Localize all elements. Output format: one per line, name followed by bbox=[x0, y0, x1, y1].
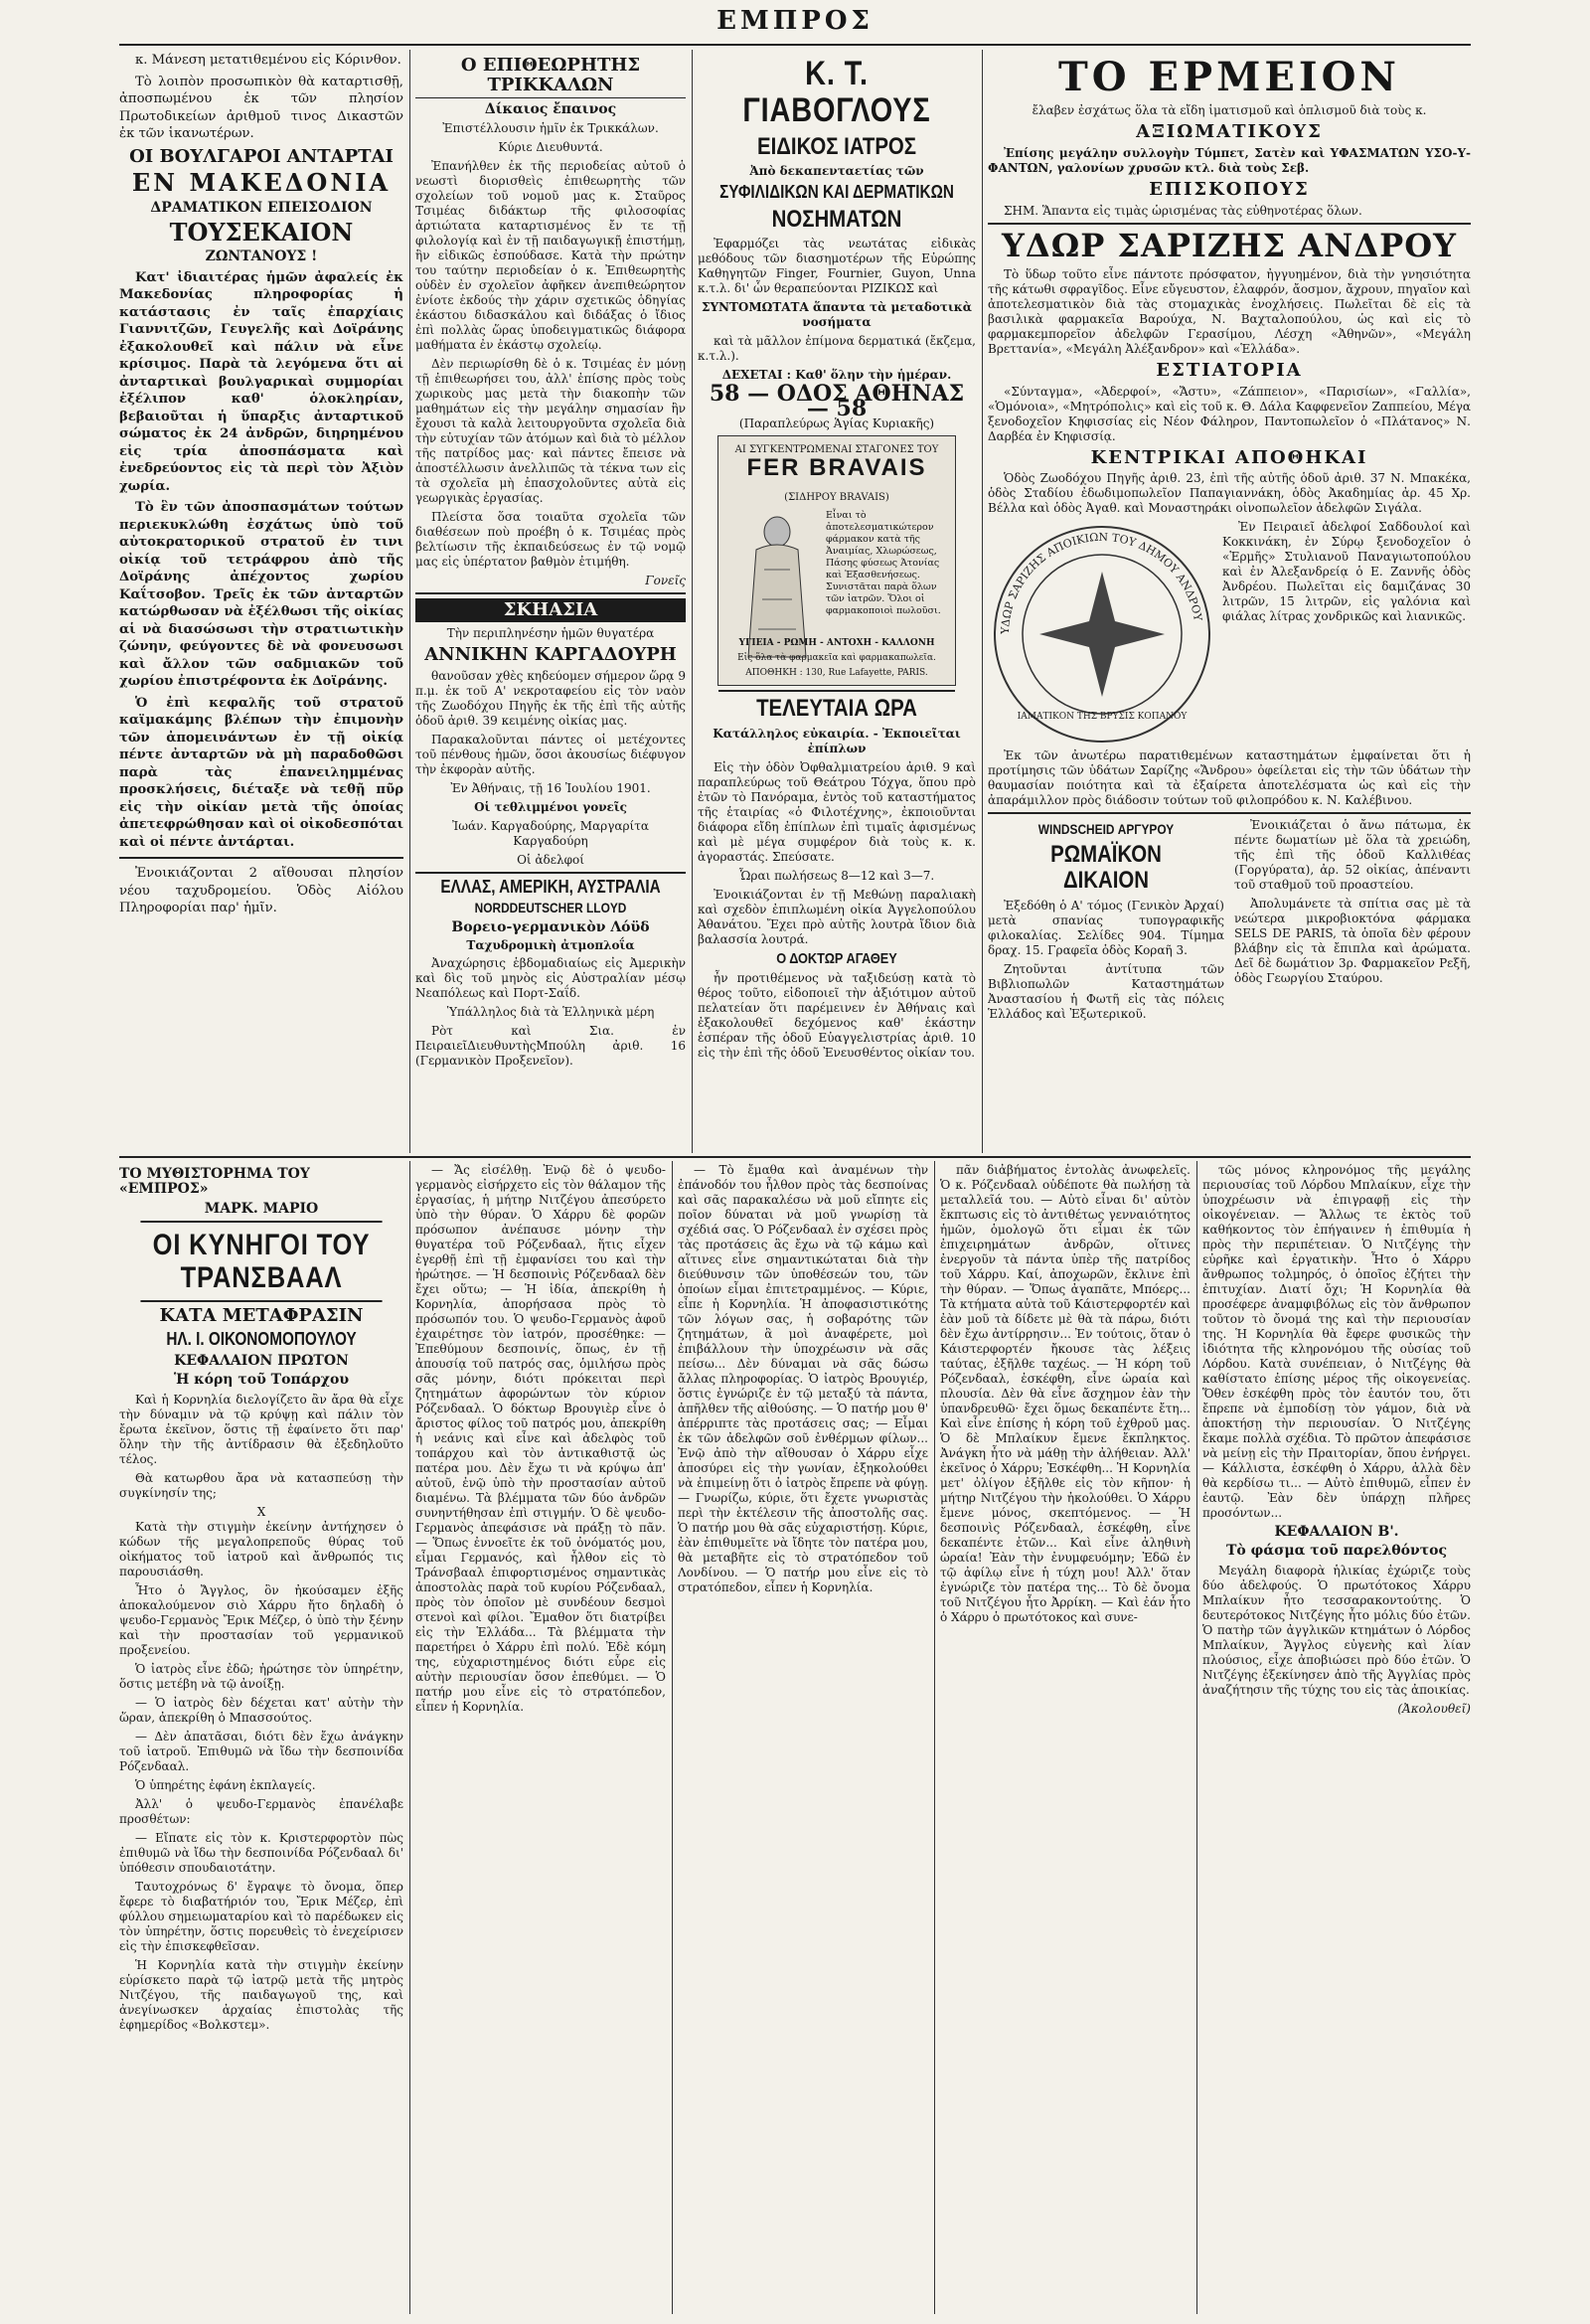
signature: Γονεῖς bbox=[645, 573, 686, 587]
paragraph: Μεγάλη διαφορὰ ἡλικίας ἐχώριζε τοὺς δύο ἀδελφούς. Ὁ πρωτότοκος Χάρρυ Μπλαίκυν ἦτο τεσσαρακοντούτης. Ὁ δευτερότοκος Νιτζέγης ἦτο μόλις δύο ἐτῶν. Ὁ πατὴρ τῶν ἀγγλικῶν κτημάτων ὁ Λόρδος Μπλαίκυν, Ἄγγλος εὐγενὴς καὶ λίαν πλούσιος, εἶχε ἀποβιώσει πρὸ δύο ἐτῶν. Ὁ Νιτζέγης ἐξεκίνησεν ἀπὸ τῆς Ἀγγλίας πρὸς ἀναζήτησιν τῆς τύχης του εἰς τὰς ἀποικίας. bbox=[1202, 1563, 1471, 1697]
paragraph: Ἦτο ὁ Ἄγγλος, ὃν ἠκούσαμεν ἐξῆς ἀποκαλούμενον σιὸ Χάρρυ ἤτο δηλαδὴ ὁ ψευδο-Γερμανὸς Ἔρικ Μέζερ, ὁ ὑπὸ τὴν ξένην καὶ τὴν προστασίαν τοῦ γερμανικοῦ προξενείου. bbox=[119, 1582, 403, 1657]
paragraph: Ὁδὸς Ζωοδόχου Πηγῆς ἀριθ. 23, ἐπὶ τῆς αὐτῆς ὁδοῦ ἀριθ. 37 Ν. Μπακέκα, ὁδὸς Σταδίου ἐδωδιμοπωλεῖον Παπαγιαννάκη, ὁδὸς Ἀκαδημίας ἀρ. 45 Χρ. Βέλλα καὶ ὁδὸς Ἀγαθ. καὶ Μοναστηράκι οἰνοπωλεῖον ἀδελφῶν Σιγάλα. bbox=[988, 471, 1471, 516]
section-mark: X bbox=[256, 1504, 266, 1519]
paragraph: Τὴν περιπληνέσην ἡμῶν θυγατέρα bbox=[446, 625, 655, 640]
paragraph: Τὸ λοιπὸν προσωπικὸν θὰ καταρτισθῇ, ἀποσπωμένου ἐκ τῶν πλησίον Πρωτοδικείων ἀριθμοῦ τινος Δικαστῶν ἐκ τῶν ἱκανωτέρων. bbox=[119, 74, 403, 141]
column-rule bbox=[692, 50, 693, 1153]
headline: Ο ΔΟΚΤΩΡ ΑΓΑΘΕΥ bbox=[776, 949, 897, 967]
paragraph: πᾶν διἀβήματος ἐντολὰς ἀνωφελεῖς. Ὁ κ. Ρόζενδααλ οὐδέποτε θὰ πωλήσῃ τὰ μεταλλεῖά του. — Αὐτὸ εἶναι δι' αὐτὸν ἔκπτωσις εἰς τὸ ἀντιθέτως γενναιότητος ἡμῶν, ὁμολογῶ ὅτι εἶμαι ἐκ τῶν ἐπιχειρημάτων ἀνδρῶν, οἵτινες ἐνεργοῦν τὰ πάντα ὑπὲρ τῆς πατρίδος τοῦ Χάρρυ. Καί, ἀποχωρῶν, ἔκλινε ἐπὶ τὴν θύραν. — Ὅπως ἀγαπᾶτε, Μπόερς... Τὰ κτήματα αὐτὰ τοῦ Κάιστερφορτέν καὶ ἐὰν μοῦ τὰ δίδετε μὲ θὰ τὰ πάρω, διότι δὲν ἔχω ἀντίρρησιν... Ἐν τούτοις, ὅταν ὁ Κάιστερφορτέν ἤκουσε τὰς λέξεις ταύτας, ἐξῆλθε ταχέως. — Ἡ κόρη τοῦ Ρόζενδααλ, ἐσκέφθη, εἶνε ὡραία καὶ πλουσία. Δὲν θὰ εἶνε ἄσχημον ἐὰν τὴν ὑπανδρευθῶ· ἔχει ὅμως δεκαπέντε ἔτη... Καὶ εἶνε ἐπίσης ἡ κόρη τοῦ ἐχθροῦ μας. Ὁ δὲ Μπλαίκυν ἔμενε ἔκπληκτος. Ἀνάγκη ἦτο νὰ μάθῃ τὴν ἀλήθειαν. Ἀλλ' ἐκεῖνος ὁ Χάρρυ; Ἐσκέφθη... Ἡ Κορνηλία μετ' ὀλίγον ἐξῆλθε εἰς τὸν κῆπον· ἡ μήτηρ Νιτζέγου τὴν ἠκολούθει. Ὁ Χάρρυ ἔμενε μόνος, σκεπτόμενος. — Ἡ δεσποινὶς Ρόζενδααλ, ἐσκέφθη, εἶνε δεκαπέντε ἐτῶν... Καὶ εἶνε ἀληθινὴ ὡραία! Ἐὰν τὴν ἐνυμφευόμην; Ἐδῶ ἐν τῷ ἀφίλῳ εἶνε ἡ τύχη μου! Ἀλλ' ὅταν ἐγνώριζε τὸν πατέρα της... Τὸ δὲ ὄνομα τοῦ Νιτζέγου ἦτο Ἀρρίκη. — Καὶ ἐάν ἦτο ὁ Χάρρυ ὁ πρωτότοκος καὶ συνε- bbox=[940, 1163, 1191, 1624]
divider bbox=[119, 857, 403, 859]
headline: ΤΕΛΕΥΤΑΙΑ ΩΡΑ bbox=[718, 690, 955, 722]
headline: Βορειο-γερμανικὸν Λόϋδ bbox=[451, 918, 650, 935]
continued-note: (Ἀκολουθεῖ) bbox=[1397, 1701, 1471, 1716]
paragraph: καὶ τὰ μᾶλλον ἐπίμονα δερματικά (ἔκζεμα, κ.τ.λ.). bbox=[698, 334, 976, 364]
paragraph: Ἐνοικιάζονται 2 αἴθουσαι πλησίον νέου ταχυδρομείου. Ὁδὸς Αἰόλου Πληροφορίαι παρ' ἡμῖν. bbox=[119, 866, 403, 916]
column-rule bbox=[409, 50, 410, 1153]
column-4 bbox=[988, 52, 1471, 1153]
address: 58 — ΟΔΟΣ ΑΘΗΝΑΣ — 58 bbox=[709, 381, 965, 422]
paragraph: Ὑπάλληλος διὰ τὰ Ἑλληνικὰ μέρη bbox=[446, 1005, 655, 1020]
headline: ΣΚΗΑΣΙΑ bbox=[415, 598, 686, 622]
headline: ΤΟΥΣΕΚΑΙΟΝ bbox=[169, 218, 354, 248]
headline: ΟΙ ΒΟΥΛΓΑΡΟΙ ΑΝΤΑΡΤΑΙ bbox=[129, 145, 394, 167]
column-2 bbox=[415, 52, 686, 1153]
advert-warning: ΥΓΙΕΙΑ - ΡΩΜΗ - ΑΝΤΟΧΗ - ΚΑΛΛΟΝΗ bbox=[738, 638, 935, 649]
serial-label: ΤΟ ΜΥΘΙΣΤΟΡΗΜΑ ΤΟΥ «ΕΜΠΡΟΣ» bbox=[119, 1166, 310, 1198]
paragraph: Ἐξεδόθη ὁ Α' τόμος (Γενικὸν Ἀρχαί) μετὰ σπανίας τυπογραφικῆς φιλοκαλίας. Σελίδες 904. Τίμημα δραχ. 15. Γραφεῖα ὁδὸς Κοραῆ 3. bbox=[988, 898, 1224, 957]
column-1 bbox=[119, 52, 403, 1153]
serial-column-5 bbox=[1202, 1163, 1471, 2316]
paragraph: — Ὁ ἰατρὸς δὲν δέχεται κατ' αὐτὴν τὴν ὥραν, ἀπεκρίθη ὁ Μπασσούτος. bbox=[119, 1695, 403, 1725]
paragraph: Καὶ ἡ Κορνηλία διελογίζετο ἂν ἄρα θὰ εἶχε τὴν δύναμιν νὰ τῷ κρύψῃ καὶ πάλιν τὸν ἔρωτα ἐκεῖνον, ὅστις τῇ ἐφαίνετο ὅτι παρ' ὅλην τὴν τῆς ἀντίδρασιν θὰ ἐξεδηλοῦτο τέλος. bbox=[119, 1392, 403, 1466]
paragraph: Ἀναχώρησις ἑβδομαδιαίως εἰς Ἀμερικὴν καὶ δὶς τοῦ μηνὸς εἰς Αὐστραλίαν μέσῳ Νεαπόλεως καὶ Πορτ-Σαΐδ. bbox=[415, 956, 686, 1001]
paragraph: Πλείστα ὅσα τοιαῦτα σχολεῖα τῶν διαθέσεων ποὺ προέβη ὁ κ. Τσιμέας πρὸς βελτίωσιν τῆς ἐκπαιδεύσεως ἐν τῷ νομῷ μας εἰς ὑπέρτατον βαθμὸν ἐτιμήθη. bbox=[415, 509, 686, 569]
headline: ΥΔΩΡ ΣΑΡΙΖΗΣ ΑΝΔΡΟΥ bbox=[988, 223, 1471, 263]
serial-column-1 bbox=[119, 1163, 403, 2316]
bottom-ads bbox=[988, 812, 1471, 1025]
top-rule bbox=[119, 44, 1471, 46]
paragraph: (Παραπλεύρως Ἁγίας Κυριακῆς) bbox=[738, 416, 935, 431]
headline: ΑΞΙΩΜΑΤΙΚΟΥΣ bbox=[1136, 121, 1323, 142]
paragraph: ἔλαβεν ἐσχάτως ὅλα τὰ εἴδη ἱματισμοῦ καὶ ὁπλισμοῦ διὰ τοὺς κ. bbox=[1032, 103, 1427, 117]
paragraph: ΣΗΜ. Ἅπαντα εἰς τιμὰς ὡρισμένας τὰς εὐθηνοτέρας ὅλων. bbox=[1004, 203, 1362, 218]
paragraph: Κατάλληλος εὐκαιρία. - Ἐκποιεῖται ἐπίπλων bbox=[713, 726, 961, 755]
headline: ΕΙΔΙΚΟΣ ΙΑΤΡΟΣ bbox=[756, 132, 917, 160]
paragraph: — Εἴπατε εἰς τὸν κ. Κριστερφορτὸν πὼς ἐπιθυμῶ νὰ ἴδω τὴν δεσποινίδα Ρόζενδααλ δι' ὑπόθεσιν σπουδαιοτάτην. bbox=[119, 1830, 403, 1875]
paragraph: Ζητοῦνται ἀντίτυπα τῶν Βιβλιοπωλῶν Καταστημάτων Ἀναστασίου ἡ Φωτῆ εἰς τὰς πόλεις Ἑλλάδος καὶ Ἐξωτερικοῦ. bbox=[988, 961, 1224, 1021]
paragraph: Θὰ κατωρθου ἄρα νὰ κατασπεύσῃ τὴν συγκίνησίν της; bbox=[119, 1470, 403, 1500]
headline: ΡΩΜΑΪΚΟΝ ΔΙΚΑΙΟΝ bbox=[1050, 840, 1162, 895]
paragraph: Ἐπιστέλλουσιν ἡμῖν ἐκ Τρικκάλων. bbox=[442, 120, 659, 135]
advert-footer bbox=[724, 636, 949, 681]
paragraph: Οἱ τεθλιμμένοι γονεῖς bbox=[474, 799, 627, 814]
paragraph: Ὁ ἰατρὸς εἶνε ἐδῶ; ἠρώτησε τὸν ὑπηρέτην, ὅστις μετέβη νὰ τῷ ἀνοίξῃ. bbox=[119, 1661, 403, 1691]
paragraph: Κατ' ἰδιαιτέρας ἡμῶν ἀφαλείς ἐκ Μακεδονίας πληροφορίας ἡ κατάστασις ἐν ταῖς ἐπαρχίαις Γιαννιτζῶν, Γευγελῆς καὶ Δοϊράνης ἐξακολουθεῖ καὶ πάλιν νὰ εἶνε κρίσιμος. Παρὰ τὰ λεγόμενα ὅτι αἱ ἀνταρτικαὶ βουλγαρικαὶ συμμορίαι ἐξέλιπον καθ' ὁλοκληρίαν, βεβαιοῦται ἡ ὕπαρξις ἀνταρτικοῦ σώματος ἐκ 24 ἀνδρῶν, διηρημένου εἰς τρία ἀποσπάσματα καὶ ἐνεδρεύοντος εἰς τὰ περὶ τὸν Ἀξιὸν χωρία. bbox=[119, 269, 403, 494]
paragraph: Ἐνοικιάζονται ἐν τῇ Μεθώνῃ παραλιακὴ καὶ σχεδὸν ἐπιπλωμένη οἰκία Ἀγγελοπούλου Ἀθανάτου. Ἔχει πρὸ αὐτῆς λουτρὰ ἴδιον διὰ βαλασσία λουτρά. bbox=[698, 887, 976, 946]
headline: ΖΩΝΤΑΝΟΥΣ ! bbox=[205, 249, 318, 265]
paragraph: Ἐνοικιάζεται ὁ ἄνω πάτωμα, ἐκ πέντε δωματίων μὲ ὅλα τὰ χρειώδη, τῆς ἐπὶ τῆς ὁδοῦ Καλλιθέας (Γοργύρατα), ἀρ. 52 οἰκίας, ἀπέναντι τοῦ σταθμοῦ τοῦ προαστείου. bbox=[1234, 818, 1471, 893]
headline: ΑΝΝΙΚΗΝ ΚΑΡΓΑΔΟΥΡΗ bbox=[424, 643, 677, 665]
paragraph: — Τὸ ἔμαθα καὶ ἀναμένων τὴν ἐπάνοδόν του ἦλθον πρὸς τὰς δεσποίνας καὶ σᾶς παρακαλέσω νὰ μοῦ εἴπητε εἰς ποῖον δύναται νὰ μοῦ γνωρίσῃ τὰ σχέδιά σας. Ὁ Ρόζενδααλ ἐν σχέσει πρὸς τὰς προτάσεις ἃς ἔχω νὰ τῷ κάμω καὶ αἵτινες εἶνε σημαντικώταται διὰ τὴν διεύθυνσιν τῶν ὑποθέσεών του, τῶν ὁποίων εἶμαι ἐπιτετραμμένος. — Κύριε, εἶπε ἡ Κορνηλία. Ἡ ἀποφασιστικότης τῶν λόγων σας, ἡ σοβαρότης τῶν ζητημάτων, ἃ μοὶ ἀναφέρετε, μοὶ ἐπιβάλλουν τὴν ὑποχρέωσιν νὰ σᾶς πείσω... Δὲν δύναμαι νὰ σᾶς δώσω ἄλλας πληροφορίας. Ὁ ἰατρὸς Βρουγιέρ, ὅστις ἐγνώριζε ἐν τῷ μεταξύ τὰ πάντα, ἀπῆλθεν τῆς αἰθούσης. — Ὁ πατήρ μου θ' ἀπέρριπτε τὰς προτάσεις σας; — Εἶμαι ἐκ τῶν ἀδελφῶν σοῦ ἐνθέρμων φίλων... Ἐνῷ ἀπὸ τὴν αἴθουσαν ὁ Χάρρυ εἶχε ἀποσύρει εἰς τὴν γωνίαν, ἐξηκολούθει νὰ ἐπιμείνῃ ὅτι ὁ ἰατρὸς ἔπρεπε νὰ φύγῃ. — Γνωρίζω, κύριε, ὅτι ἔχετε γνωριστὰς περὶ τὴν ἐκτέλεσιν τῆς ἀποστολῆς σας. Ὁ πατήρ μου θὰ σᾶς εὐχαριστήσῃ. Κύριε, ἐὰν ἐπιθυμεῖτε νὰ ἴδητε τὸν πατέρα μου, θὰ μεταβῆτε εἰς τὸ στρατόπεδον τοῦ Λονδίνου. — Ὁ πατήρ μου εἶνε εἰς τὸ στρατόπεδον, εἶπεν ἡ Κορνηλία. bbox=[678, 1163, 928, 1594]
headline: ΕΝ ΜΑΚΕΔΟΝΙΑ bbox=[131, 168, 392, 198]
paragraph: Τὸ ὕδωρ τοῦτο εἶνε πάντοτε πρόσφατον, ἠγγυημένον, διὰ τὴν γνησιότητα τῆς κάτωθι σφραγῖδος. Εἶνε εὔγευστον, ἐλαφρόν, ἄοσμον, ἄχρουν, πηγαῖον καὶ ἀποτελεσματικὸν διὰ τὰς στομαχικὰς ἐνοχλήσεις. Πωλεῖται δὲ εἰς τὰ βασιλικὰ φαρμακεῖα Βαρούχα, Ν. Βαχταλοπούλου, ὡς καὶ εἰς τὸ φαρμακεμπορεῖον ἀδελφῶν Γερασίμου, Λέσχη «Ἀθηνῶν», «Μεγάλη Βρεττανία», «Μεγάλη Ἀλέξανδρον» καὶ «Ἑλλάδα». bbox=[988, 266, 1471, 356]
paragraph: θανοῦσαν χθὲς κηδεύομεν σήμερον ὥρᾳ 9 π.μ. ἐκ τοῦ Α' νεκροταφείου εἰς τὸν ναὸν τῆς Ζωοδόχου Πηγῆς ἐκ τῆς ἐπὶ τῆς αὐτῆς ὁδοῦ ἀριθ. 39 κειμένης οἰκίας μας. bbox=[415, 668, 686, 728]
column-3 bbox=[698, 52, 976, 1153]
advert-brand: FER BRAVAIS bbox=[746, 454, 927, 482]
paragraph: Ἀπὸ δεκαπενταετίας τῶν bbox=[749, 164, 924, 179]
serial-column-2 bbox=[415, 1163, 666, 2316]
serial-column-4 bbox=[940, 1163, 1191, 2316]
paragraph: — Ἄς εἰσέλθῃ. Ἐνῷ δὲ ὁ ψευδο-γερμανὸς εἰσήρχετο εἰς τὸν θάλαμον τῆς ἐργασίας, ἡ μήτηρ Νιτζέγου ἀπεσύρετο ὑπὸ τὴν θύραν. Ὁ Χάρρυ δὲ φορῶν πρόσωπον ἀνέπαυσε μόνην τὴν θυγατέρα τοῦ Ρόζενδααλ, ἥτις εἶχεν ἐγερθῇ ἐπὶ τῇ ἐμφανίσει του καὶ τὴν ἠρώτησε. — Ἡ δεσποινὶς Ρόζενδααλ δὲν ἔχει οὕτω; — Ἡ ἰδία, ἀπεκρίθη ἡ Κορνηλία, ἀπορήσασα πρὸς τὸ πρόσωπόν του. Ὁ ψευδο-Γερμανὸς ἀφοῦ ἐχαιρέτησε τὸν ἰατρόν, προσέθηκε: — Ἐπεθύμουν δεσποινίς, ὅπως, ἐν τῇ ἀπουσίᾳ τοῦ πατρός σας, ὁμιλήσω πρὸς σᾶς μόνην, διότι πρόκειται περὶ ζητημάτων ἀφορώντων τὸν κύριον Ρόζενδααλ. Ὁ δόκτωρ Βρουγιὲρ εἶνε ὁ ἄριστος φίλος τοῦ πατρός μου, ἀπεκρίθη ἡ νεάνις καὶ εἶνε καὶ ἀδελφὸς τοῦ τοπάρχου καὶ τὸν ἀντικαθιστᾷ ὡς πατέρα μου. Δὲν ἔχω τι νὰ κρύψω ἀπ' αὐτοῦ, ἐνῷ ὑπὸ τὴν προστασίαν αὐτοῦ διαμένω. Τὰ βλέμματα τῶν δύο ἀνδρῶν συνηντήθησαν ἐπὶ στιγμήν. Ὁ δὲ ψευδο-Γερμανὸς ἀπεφάσισε νὰ πράξῃ τὸ πᾶν. — Ὅπως ἐννοεῖτε ἐκ τοῦ ὀνόματός μου, εἶμαι Γερμανός, καὶ ἦλθον εἰς τὸ Τράνσβααλ ἐπιφορτισμένος σημαντικὰς ἀποστολὰς παρὰ τοῦ κυρίου Ρόζενδααλ, πρὸς τὸν ὁποῖον μὲ συνδέουν δεσμοὶ στενοὶ καὶ φίλοι. Ἔμαθον ὅτι διατρίβει εἰς τὴν Ἑλλάδα... Τὰ βλέμματα τὴν παρετήρει ὁ Χάρρυ ἐπὶ πολύ. Ἐδὲ κόμη της, εὐχαριστημένος διότι εὗρε εἰς αὐτὴν περιουσίαν ὅσον ἐπεθύμει. — Ὁ πατήρ μου εἶνε εἰς τὸ στρατόπεδον, εἶπεν ἡ Κορνηλία. bbox=[415, 1163, 666, 1714]
advert-address: Εἰς ὅλα τὰ φαρμακεῖα καὶ φαρμακαπωλεῖα. ΑΠΟΘΗΚΗ : 130, Rue Lafayette, PARIS. bbox=[737, 653, 936, 679]
headline: WINDSCHEID ΑΡΓΥΡΟΥ bbox=[1037, 821, 1175, 838]
headline: Κ. Τ. ΓΙΑΒΟΓΛΟΥΣ bbox=[742, 55, 931, 130]
headline: Ταχυδρομικὴ ἀτμοπλοΐα bbox=[466, 938, 635, 953]
serial-column-3 bbox=[678, 1163, 928, 2316]
paragraph: Ὁ ὑπηρέτης ἐφάνη ἐκπλαγείς. bbox=[135, 1777, 316, 1792]
paragraph: Ἐπανήλθεν ἐκ τῆς περιοδείας αὐτοῦ ὁ νεωστὶ διορισθεὶς ἐπιθεωρητὴς τῶν σχολείων τοῦ νομοῦ μας κ. Σταῦρος Τσιμέας διδάκτωρ τῆς φιλοσοφίας ἀρτιώτατα καταρτισμένος ἔν τε τῇ φιλολογίᾳ καὶ ἐν τῇ παιδαγωγικῇ ἐπιστήμῃ, ἣν εἰδικῶς ἐσπούδασε. Κατὰ τὴν πρώτην του ταύτην περιοδείαν ὁ κ. Ἐπιθεωρητὴς οὐδὲν ἐν σχολεῖον ἀφῆκεν ἀνεπιθεώρητον ἐνίοτε ἐκδούς τὴν χάριν σχετικῶς ὁδηγίας ἑκάστου διδασκάλου καὶ διδάξας ὁ ἴδιος ἐπὶ πολλὰς ὥρας ὑποδειγματικῶς διάφορα μαθήματα ἐν ἑκάστῳ σχολείῳ. bbox=[415, 158, 686, 352]
rental-adverts bbox=[1234, 818, 1471, 1025]
paragraph: «Σύνταγμα», «Ἀδερφοί», «Ἄστυ», «Ζάππειον», «Παρισίων», «Γαλλία», «Ὁμόνοια», «Μητρόπολις» καὶ εἰς τοῦ κ. Θ. Δάλα Καφφενεῖον Ζαππείου, Μέγα ξενοδοχεῖον Κηφισσίας εἰς Νέον Φάληρον, Παντοπωλεῖον ὁ «Πλάτανος» Ν. Δαρβέα ἐν Κηφισσίᾳ. bbox=[988, 384, 1471, 443]
paragraph: — Δὲν ἀπατᾶσαι, διότι δὲν ἔχω ἀνάγκην τοῦ ἰατροῦ. Ἐπιθυμῶ νὰ ἴδω τὴν δεσποινίδα Ρόζενδααλ. bbox=[119, 1729, 403, 1773]
column-rule bbox=[672, 1161, 673, 2314]
chapter-heading: ΚΕΦΑΛΑΙΟΝ ΠΡΩΤΟΝ bbox=[174, 1352, 349, 1369]
windscheid-advert bbox=[988, 818, 1224, 1025]
paragraph: Εἰς τὴν ὁδὸν Ὀφθαλμιατρείου ἀριθ. 9 καὶ παραπλεύρως τοῦ Θεάτρου Τόχγα, ὅπου πρὸ ἐτῶν τὸ Πανόραμα, ἐντὸς τοῦ καταστήματος τῆς ἑταιρίας «ὁ Φιλοτέχνης», ἐκποιοῦνται διάφορα εἴδη ἐπίπλων ἐπὶ τιμαῖς ἀφισμένως καὶ μὲ μέγα συμφέρον διὰ τοὺς κ. κ. ἀγοραστάς. Σπεύσατε. bbox=[698, 759, 976, 864]
mid-rule bbox=[119, 1156, 1471, 1158]
column-rule bbox=[1196, 1161, 1197, 2314]
paragraph: Τὸ ἓν τῶν ἀποσπασμάτων τούτων περιεκυκλώθη ἐσχάτως ὑπὸ τοῦ αὐτοκρατορικοῦ στρατοῦ ἐν τινι οἰκίᾳ τοῦ τετράφρου ἀπὸ τῆς Δοϊράνης ἀπέχοντος χωρίου Καΐτσοβον. Τρεῖς ἐκ τῶν ἀνταρτῶν κατώρθωσαν νὰ ἐξέλθωσι τῆς οἰκίας αἱ νὰ διασώσωσι τὴν στρατιωτικὴν ζώνην, φεύγοντες δὲ νὰ φονευσωσι καὶ ἄλλον τῶν σαδμιακῶν τοῦ χωρίου ἐπιστρέφοντα ἐκ Δοϊράνης. bbox=[119, 500, 403, 690]
serial-author: ΜΑΡΚ. ΜΑΡΙΟ bbox=[204, 1200, 319, 1217]
masthead: ΕΜΠΡΟΣ bbox=[716, 6, 874, 36]
paragraph: Κατὰ τὴν στιγμὴν ἐκείνην ἀντήχησεν ὁ κώδων τῆς μεγαλοπρεποῦς θύρας τοῦ οἰκήματος τοῦ ἰατροῦ καὶ ἄνθρωπός τις παρουσιάσθη. bbox=[119, 1519, 403, 1578]
seal-text: ΥΔΩΡ ΣΑΡΙΖΗΣ ΑΠΟΙΚΙΩΝ ΤΟΥ ΔΗΜΟΥ ΑΝΔΡΟΥ bbox=[998, 531, 1205, 635]
paragraph: Ἀλλ' ὁ ψευδο-Γερμανὸς ἐπανέλαβε προσθέτων: bbox=[119, 1796, 403, 1826]
paragraph: κ. Μάνεση μετατιθεμένου εἰς Κόρινθον. bbox=[135, 53, 401, 68]
headline: Ο ΕΠΙΘΕΩΡΗΤΗΣ ΤΡΙΚΚΑΛΩΝ bbox=[415, 56, 686, 98]
paragraph: Οἱ ἀδελφοί bbox=[517, 852, 584, 867]
fer-bravais-advert bbox=[717, 435, 956, 686]
chapter-subtitle: Τὸ φάσμα τοῦ παρελθόντος bbox=[1226, 1543, 1447, 1560]
paragraph: Ἐκ τῶν ἀνωτέρω παρατιθεμένων καταστημάτων ἐμφαίνεται ὅτι ἡ προτίμησις τῶν ὑδάτων Σαρίζης «Ἄνδρου» ὀφείλεται εἰς τὴν τῶν ὑδάτων τὴν θαυμασίαν ποιότητα καὶ τὰ ἐξαίρετα ἀποτελέσματα ὡς καὶ εἰς τὴν ἀπαράμιλλον πρὸς διάδοσιν τούτων τοῦ φιλοπρόδου κ. Ν. Καλέβινου. bbox=[988, 748, 1471, 808]
paragraph: Κύριε Διευθυντά. bbox=[498, 139, 603, 154]
advert-top: ΑΙ ΣΥΓΚΕΝΤΡΩΜΕΝΑΙ ΣΤΑΓΟΝΕΣ ΤΟΥ bbox=[734, 444, 939, 456]
column-rule bbox=[409, 1161, 410, 2314]
headline: ΝΟΣΗΜΑΤΩΝ bbox=[771, 205, 902, 233]
headline: ΚΑΤΑ ΜΕΤΑΦΡΑΣΙΝ bbox=[159, 1305, 364, 1327]
paragraph: Ταυτοχρόνως δ' ἔγραψε τὸ ὄνομα, ὅπερ ἔφερε τὸ διαβατήριόν του, Ἔρικ Μέζερ, ἐπὶ φύλλου σημειωματαρίου καὶ τὸ παρέδωκεν εἰς τὸν ὑπηρέτην, ὅστις πορευθεὶς τὸ ἐνεχείρισεν εἰς τὴν ἐπισκεφθεῖσαν. bbox=[119, 1879, 403, 1953]
paragraph: Ἐν Ἀθήναις, τῇ 16 Ἰουλίου 1901. bbox=[450, 780, 651, 795]
seal-stamp-icon bbox=[988, 520, 1216, 748]
divider bbox=[415, 592, 686, 594]
paragraph: Ἐπίσης μεγάλην συλλογὴν Τύμπετ, Σατὲν καὶ ΥΦΑΣΜΑΤΩΝ ΥΣΟ-Υ-ΦΑΝΤΩΝ, γαλονίων χρυσῶν κτλ. διὰ τοὺς Σεβ. bbox=[988, 145, 1471, 175]
column-rule bbox=[934, 1161, 935, 2314]
divider bbox=[415, 872, 686, 874]
paragraph: τῶς μόνος κληρονόμος τῆς μεγάλης περιουσίας τοῦ Λόρδου Μπλαίκυν, εἶχε τὴν ὑποχρέωσιν νὰ ἐπιγραφῇ εἰς τὴν οἰκογένειαν. — Ἄλλως τε ἐκτὸς τοῦ καθήκοντος τὸν ἐπήγαινεν ἡ ἐπιθυμία ἡ πρὸς τὴν περιπέτειαν. Ὁ Νιτζέγης τὴν εὐρῆκε καὶ ἐργατικὴν. Ἦτο ὁ Χάρρυ ἄνθρωπος τολμηρός, ὁ ὁποῖος ἐζήτει τὴν ἐπιτυχίαν. Διατί ὄχι; Ἡ Κορνηλία θὰ προσέφερε ἀναμφιβόλως εἰς τὸν ἄνθρωπον τοῦτον τὸ ὄνομά της καὶ τὴν περιουσίαν της. Ἡ Κορνηλία θὰ ἔφερε φυσικῶς τὴν ἰδιότητα τῆς κληρονόμου τῆς οὐσίας τοῦ Λόρδου. Κατὰ συνέπειαν, ὁ Νιτζέγης θὰ καθίστατο ἐπίσης μέρος τῆς οἰκογενείας. Ὅθεν ἐσκέφθη πρὸς τὸν ἑαυτόν του, ὅτι ἔπρεπε νὰ ἐμποδίσῃ τὸν γάμον, διὰ νὰ ἀποκτήσῃ τὴν περιουσίαν. Ὁ Νιτζέγης ἔκαμε πολλὰ σχέδια. Τὸ πρῶτον ἀπεφάσισε νὰ μείνῃ εἰς τὴν Πραιτορίαν, ὅπου ἐνήργει. — Κάλλιστα, ἐσκέφθη ὁ Χάρρυ, ἀλλὰ δὲν θὰ κερδίσω τι... — Αὐτὸ ἐπιθυμῶ, εἶπεν ἐν ἑαυτῷ. Ἐὰν δὲν ὑπάρχῃ πλῆρες προσόντων... bbox=[1202, 1163, 1471, 1520]
paragraph: Ρὸτ καὶ Σια. ἐν ΠειραιεῖΔιευθυντὴςΜπούλη ἀριθ. 16 (Γερμανικὸν Προξενεῖον). bbox=[415, 1024, 686, 1069]
paragraph: Ἐν Πειραιεῖ ἀδελφοί Σαδδουλοί καὶ Κοκκινάκη, ἐν Σύρῳ ξενοδοχεῖον ὁ «Ἑρμῆς» Στυλιανοῦ Παναγιωτοπούλου καὶ ἐν Ἀλεξανδρείᾳ ὁ Ε. Ζαννῆς ὁδὸς Ἀνδρέου. Πωλεῖται εἰς δαμιζάνας 30 λιτρῶν, 15 λιτρῶν, εἰς γαλόνια καὶ φιάλας λίτρας χονδρικῶς καὶ λιανικῶς. bbox=[1222, 520, 1471, 624]
headline: NORDDEUTSCHER LLOYD bbox=[474, 900, 627, 916]
headline: ΚΕΝΤΡΙΚΑΙ ΑΠΟΘΗΚΑΙ bbox=[1090, 446, 1368, 468]
seal-inner-text: ΙΑΜΑΤΙΚΟΝ ΤΗΣ ΒΡΥΣΙΣ ΚΟΠΑΝΟΥ bbox=[1017, 712, 1188, 723]
chapter-heading: ΚΕΦΑΛΑΙΟΝ Β'. bbox=[1274, 1524, 1399, 1540]
serial-title: ΟΙ ΚΥΝΗΓΟΙ ΤΟΥ ΤΡΑΝΣΒΑΑΛ bbox=[140, 1221, 382, 1302]
advert-sub: (ΣΙΔΗΡΟΥ BRAVAIS) bbox=[784, 492, 889, 504]
column-rule bbox=[982, 50, 983, 1153]
paragraph: ἦν προτιθέμενος νὰ ταξιδεύσῃ κατὰ τὸ θέρος τοῦτο, εἰδοποιεῖ τὴν ἀξιότιμον αὐτοῦ πελατείαν ὅτι παρέμεινεν ἐν Ἀθήναις καὶ ἐξακολουθεῖ δεχόμενος καθ' ἑκάστην ἑσπέραν τῆς ὁδοῦ Εὐαγγελιστρίας ἀριθ. 10 εἰς τὴν ἐπὶ τῆς ὁδοῦ Ἐνευσθέντος οἰκίαν του. bbox=[698, 971, 976, 1061]
paragraph: Ἀπολυμάνετε τὰ σπίτια σας μὲ τὰ νεώτερα μικροβιοκτόνα φάρμακα SELS DE PARIS, τὰ ὁποῖα δὲν φέρουν βλάβην εἰς τὰ ἔπιπλα καὶ ἀρώματα. Δεῖ δὲ δωμάτιον 3ρ. Φαρμακεῖον Ρεξῆ, ὁδὸς Γεωργίου Σταύρου. bbox=[1234, 897, 1471, 986]
paragraph: ΔΕΧΕΤΑΙ : Καθ' ὅλην τὴν ἡμέραν. bbox=[721, 368, 952, 383]
headline: ΤΟ ΕΡΜΕΙΟΝ bbox=[1058, 54, 1400, 100]
headline: ΕΣΤΙΑΤΟΡΙΑ bbox=[1156, 359, 1303, 381]
paragraph: Ἰωάν. Καργαδούρης, Μαργαρίτα Καργαδούρη bbox=[451, 818, 650, 848]
paragraph: Παρακαλοῦνται πάντες οἱ μετέχοντες τοῦ πένθους ἡμῶν, ὅσοι ἀκουσίως διέφυγον τὴν ἐκφορὰν αὐτῆς. bbox=[415, 732, 686, 776]
headline: ΕΠΙΣΚΟΠΟΥΣ bbox=[1149, 178, 1310, 200]
paragraph: Ἐφαρμόζει τὰς νεωτάτας εἰδικὰς μεθόδους τῶν διασημοτέρων τῆς Εὐρώπης Καθηγητῶν Finger, Fournier, Guyon, Unna κ.τ.λ. δι' ὧν θεραπεύονται ΡΙΖΙΚΩΣ καὶ bbox=[698, 237, 976, 296]
headline: ΕΛΛΑΣ, ΑΜΕΡΙΚΗ, ΑΥΣΤΡΑΛΙΑ bbox=[440, 876, 661, 897]
paragraph: Ἡ Κορνηλία κατὰ τὴν στιγμὴν ἐκείνην εὑρίσκετο παρὰ τῷ ἰατρῷ μετὰ τῆς μητρὸς Νιτζέγου, τῆς παιδαγωγοῦ της, καὶ ἀνεγίνωσκεν ἀρχαίας ἐπιστολὰς τῆς ἐφημερίδος «Βολκστεμ». bbox=[119, 1957, 403, 2032]
seal-row bbox=[988, 520, 1471, 748]
headline: ΔΡΑΜΑΤΙΚΟΝ ΕΠΕΙΣΟΔΙΟΝ bbox=[150, 199, 373, 216]
paragraph: Ὧραι πωλήσεως 8—12 καὶ 3—7. bbox=[738, 868, 935, 883]
paragraph: ΣΥΝΤΟΜΩΤΑΤΑ ἅπαντα τὰ μεταδοτικὰ νοσήματα bbox=[701, 300, 973, 330]
chapter-subtitle: Ἡ κόρη τοῦ Τοπάρχου bbox=[173, 1372, 350, 1389]
advert-text: Εἶναι τὸ ἀποτελεσματικώτερον φάρμακον κατὰ τῆς Ἀναιμίας, Χλωρώσεως, Πάσης φύσεως Ἀτονίας καὶ Ἐξασθενήσεως. Συνιστᾶται παρὰ ὅλων τῶν ἰατρῶν. Ὅλοι οἱ φαρμακοποιοὶ πωλοῦσι. bbox=[826, 510, 941, 617]
paragraph: Δὲν περιωρίσθη δὲ ὁ κ. Τσιμέας ἐν μόνῃ τῇ ἐπιθεωρήσει του, ἀλλ' ἐπίσης πρὸς τοὺς χωρικοὺς μας μετὰ τὴν διακοπὴν τῶν μαθημάτων εἰς τὴν μεγάλην σημασίαν ἣν ἔχουσι τὰ καλὰ λειτουργοῦντα σχολεῖα διὰ τὴν εὐτυχίαν τῶν ἀτόμων καὶ διὰ τὸ μέλλον τῆς πατρίδος μας· καὶ πάντες ἔπεισε νὰ ἀποστέλλωσιν ἀνελλιπῶς τὰ τέκνα των εἰς τὰ σχολεῖα μὴ ἐπασχολοῦντες αὐτὰ εἰς γεωργικὰς ἐργασίας. bbox=[415, 356, 686, 505]
headline: Δίκαιος ἔπαινος bbox=[484, 100, 617, 117]
headline: ΣΥΦΙΛΙΔΙΚΩΝ ΚΑΙ ΔΕΡΜΑΤΙΚΩΝ bbox=[719, 182, 954, 203]
headline: ΗΛ. Ι. ΟΙΚΟΝΟΜΟΠΟΥΛΟΥ bbox=[166, 1328, 357, 1349]
paragraph: Ὁ ἐπὶ κεφαλῆς τοῦ στρατοῦ καϊμακάμης βλέπων τὴν ἐπιμονὴν τῶν ἀπομεινάντων ἐν τῇ οἰκίᾳ πέντε ἀνταρτῶν νὰ μὴ παραδοθῶσι παρὰ τὰς ἐπανειλημμένας προσκλήσεις, διέταξε νὰ τεθῇ πῦρ εἰς τὴν οἰκίαν μετὰ τῆς ὁποίας ἀπετεφρώθησαν καὶ οἱ οἰκοδεσπόται καὶ οἱ πέντε ἀντάρται. bbox=[119, 695, 403, 850]
